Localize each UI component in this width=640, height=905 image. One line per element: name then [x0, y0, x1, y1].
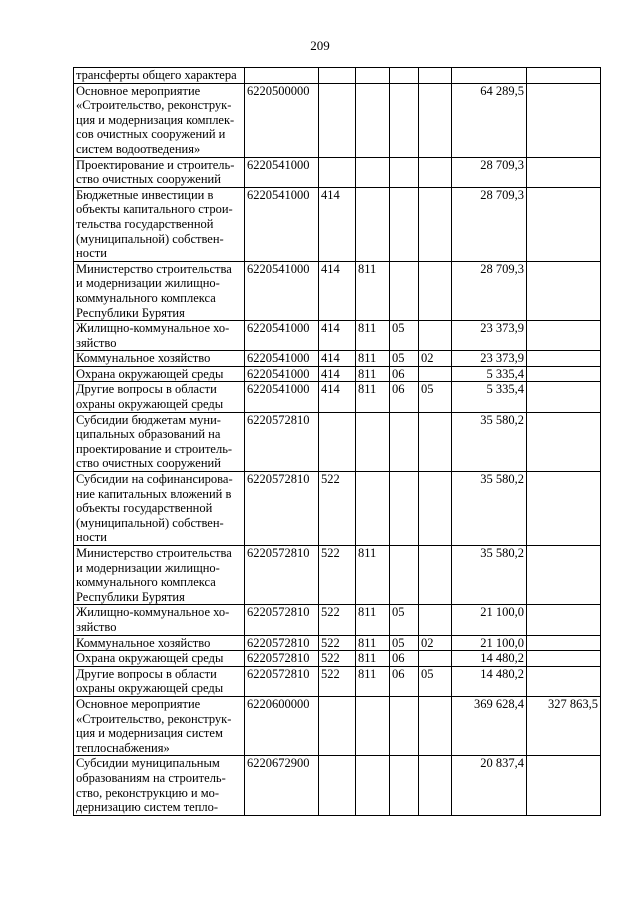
cell-amount-1: 35 580,2 — [452, 472, 527, 546]
cell-amount-2 — [527, 351, 601, 367]
cell-subsection-code — [419, 366, 452, 382]
cell-administrator-code — [356, 412, 390, 471]
cell-expense-type-code: 522 — [319, 666, 356, 696]
cell-subsection-code — [419, 187, 452, 261]
table-row — [74, 696, 601, 755]
cell-section-code — [390, 412, 419, 471]
cell-administrator-code — [356, 187, 390, 261]
cell-amount-2 — [527, 68, 601, 84]
cell-section-code: 05 — [390, 351, 419, 367]
cell-amount-1 — [452, 68, 527, 84]
cell-administrator-code: 811 — [356, 635, 390, 651]
cell-subsection-code — [419, 756, 452, 815]
cell-name: Министерство строительства и модернизации жилищно- коммунального комплекса Республики Бурятия — [74, 261, 245, 320]
cell-amount-2: 327 863,5 — [527, 696, 601, 755]
table-row — [74, 546, 601, 605]
cell-section-code — [390, 68, 419, 84]
cell-name: Субсидии бюджетам муни- ципальных образований на проектирование и строитель- ство очистных сооружений — [74, 412, 245, 471]
cell-target-article-code: 6220541000 — [245, 351, 319, 367]
cell-administrator-code — [356, 472, 390, 546]
cell-subsection-code — [419, 696, 452, 755]
cell-subsection-code — [419, 605, 452, 635]
cell-amount-2 — [527, 546, 601, 605]
cell-expense-type-code — [319, 157, 356, 187]
cell-expense-type-code — [319, 756, 356, 815]
cell-target-article-code: 6220572810 — [245, 666, 319, 696]
cell-amount-2 — [527, 261, 601, 320]
cell-target-article-code: 6220541000 — [245, 261, 319, 320]
cell-amount-1: 28 709,3 — [452, 187, 527, 261]
cell-section-code: 05 — [390, 635, 419, 651]
cell-target-article-code: 6220572810 — [245, 651, 319, 667]
table-row — [74, 605, 601, 635]
cell-section-code — [390, 546, 419, 605]
cell-amount-2 — [527, 366, 601, 382]
cell-subsection-code: 05 — [419, 382, 452, 412]
cell-expense-type-code: 522 — [319, 472, 356, 546]
cell-administrator-code: 811 — [356, 351, 390, 367]
cell-expense-type-code — [319, 83, 356, 157]
cell-subsection-code — [419, 68, 452, 84]
cell-name: Жилищно-коммунальное хо- зяйство — [74, 321, 245, 351]
table-row — [74, 666, 601, 696]
cell-target-article-code: 6220541000 — [245, 382, 319, 412]
cell-section-code — [390, 261, 419, 320]
cell-name: Министерство строительства и модернизации жилищно- коммунального комплекса Республики Бурятия — [74, 546, 245, 605]
cell-administrator-code: 811 — [356, 261, 390, 320]
cell-amount-1: 14 480,2 — [452, 666, 527, 696]
cell-administrator-code — [356, 83, 390, 157]
cell-section-code — [390, 157, 419, 187]
cell-subsection-code — [419, 546, 452, 605]
cell-target-article-code: 6220572810 — [245, 605, 319, 635]
cell-amount-1: 14 480,2 — [452, 651, 527, 667]
cell-administrator-code — [356, 157, 390, 187]
cell-target-article-code — [245, 68, 319, 84]
budget-table — [73, 67, 601, 816]
table-row — [74, 157, 601, 187]
table-row — [74, 412, 601, 471]
cell-administrator-code — [356, 68, 390, 84]
cell-expense-type-code: 414 — [319, 382, 356, 412]
cell-name: Другие вопросы в области охраны окружающей среды — [74, 666, 245, 696]
cell-amount-1: 369 628,4 — [452, 696, 527, 755]
cell-name: Жилищно-коммунальное хо- зяйство — [74, 605, 245, 635]
cell-amount-1: 28 709,3 — [452, 157, 527, 187]
cell-name: Субсидии муниципальным образованиям на строитель- ство, реконструкцию и мо- дернизацию систем тепло- — [74, 756, 245, 815]
cell-amount-1: 20 837,4 — [452, 756, 527, 815]
cell-expense-type-code — [319, 412, 356, 471]
cell-expense-type-code: 414 — [319, 187, 356, 261]
cell-administrator-code: 811 — [356, 382, 390, 412]
cell-amount-1: 21 100,0 — [452, 635, 527, 651]
table-row — [74, 261, 601, 320]
cell-expense-type-code: 414 — [319, 351, 356, 367]
cell-expense-type-code — [319, 696, 356, 755]
table-row — [74, 83, 601, 157]
cell-subsection-code: 02 — [419, 351, 452, 367]
cell-amount-1: 23 373,9 — [452, 321, 527, 351]
cell-expense-type-code: 522 — [319, 605, 356, 635]
cell-subsection-code — [419, 261, 452, 320]
cell-section-code: 06 — [390, 651, 419, 667]
cell-section-code: 06 — [390, 666, 419, 696]
cell-section-code — [390, 696, 419, 755]
table-row — [74, 382, 601, 412]
cell-amount-2 — [527, 635, 601, 651]
cell-administrator-code: 811 — [356, 546, 390, 605]
table-row — [74, 187, 601, 261]
cell-expense-type-code: 414 — [319, 366, 356, 382]
cell-name: Бюджетные инвестиции в объекты капитального строи- тельства государственной (муниципальной) собствен- ности — [74, 187, 245, 261]
table-row — [74, 351, 601, 367]
cell-subsection-code: 02 — [419, 635, 452, 651]
cell-section-code: 06 — [390, 382, 419, 412]
cell-amount-2 — [527, 472, 601, 546]
table-row — [74, 756, 601, 815]
cell-section-code — [390, 756, 419, 815]
cell-name: Основное мероприятие «Строительство, реконструк- ция и модернизация комплек- сов очистных сооружений и систем водоотведения» — [74, 83, 245, 157]
cell-name: Коммунальное хозяйство — [74, 351, 245, 367]
table-row — [74, 635, 601, 651]
cell-expense-type-code: 522 — [319, 651, 356, 667]
cell-section-code — [390, 83, 419, 157]
cell-administrator-code: 811 — [356, 651, 390, 667]
cell-target-article-code: 6220572810 — [245, 412, 319, 471]
cell-name: Основное мероприятие «Строительство, реконструк- ция и модернизация систем теплоснабжения» — [74, 696, 245, 755]
cell-amount-2 — [527, 412, 601, 471]
cell-administrator-code: 811 — [356, 366, 390, 382]
table-row — [74, 68, 601, 84]
cell-administrator-code: 811 — [356, 321, 390, 351]
cell-administrator-code: 811 — [356, 666, 390, 696]
table-row — [74, 472, 601, 546]
cell-administrator-code — [356, 696, 390, 755]
cell-expense-type-code: 414 — [319, 261, 356, 320]
cell-expense-type-code — [319, 68, 356, 84]
cell-expense-type-code: 522 — [319, 546, 356, 605]
table-row — [74, 321, 601, 351]
cell-name: Охрана окружающей среды — [74, 651, 245, 667]
cell-section-code — [390, 187, 419, 261]
cell-name: трансферты общего характера — [74, 68, 245, 84]
cell-expense-type-code: 522 — [319, 635, 356, 651]
cell-section-code: 05 — [390, 321, 419, 351]
cell-amount-1: 28 709,3 — [452, 261, 527, 320]
cell-target-article-code: 6220541000 — [245, 321, 319, 351]
cell-target-article-code: 6220541000 — [245, 366, 319, 382]
cell-target-article-code: 6220500000 — [245, 83, 319, 157]
cell-amount-2 — [527, 605, 601, 635]
cell-name: Проектирование и строитель- ство очистных сооружений — [74, 157, 245, 187]
cell-subsection-code — [419, 321, 452, 351]
cell-amount-2 — [527, 157, 601, 187]
cell-amount-2 — [527, 382, 601, 412]
cell-amount-1: 23 373,9 — [452, 351, 527, 367]
cell-amount-1: 35 580,2 — [452, 412, 527, 471]
cell-name: Субсидии на софинансирова- ние капитальных вложений в объекты государственной (муниципальной) собствен- ности — [74, 472, 245, 546]
cell-subsection-code — [419, 157, 452, 187]
cell-section-code: 05 — [390, 605, 419, 635]
cell-amount-1: 64 289,5 — [452, 83, 527, 157]
cell-amount-1: 35 580,2 — [452, 546, 527, 605]
cell-amount-2 — [527, 651, 601, 667]
table-row — [74, 651, 601, 667]
cell-expense-type-code: 414 — [319, 321, 356, 351]
cell-amount-2 — [527, 666, 601, 696]
cell-target-article-code: 6220572810 — [245, 546, 319, 605]
cell-subsection-code: 05 — [419, 666, 452, 696]
cell-name: Коммунальное хозяйство — [74, 635, 245, 651]
cell-name: Охрана окружающей среды — [74, 366, 245, 382]
cell-amount-2 — [527, 321, 601, 351]
cell-target-article-code: 6220572810 — [245, 472, 319, 546]
cell-section-code: 06 — [390, 366, 419, 382]
cell-administrator-code — [356, 756, 390, 815]
table-row — [74, 366, 601, 382]
cell-name: Другие вопросы в области охраны окружающей среды — [74, 382, 245, 412]
cell-subsection-code — [419, 651, 452, 667]
cell-target-article-code: 6220541000 — [245, 187, 319, 261]
page-number: 209 — [310, 38, 330, 53]
cell-amount-2 — [527, 187, 601, 261]
cell-amount-2 — [527, 83, 601, 157]
cell-amount-1: 5 335,4 — [452, 382, 527, 412]
cell-target-article-code: 6220672900 — [245, 756, 319, 815]
cell-subsection-code — [419, 472, 452, 546]
cell-amount-2 — [527, 756, 601, 815]
cell-section-code — [390, 472, 419, 546]
cell-subsection-code — [419, 83, 452, 157]
cell-target-article-code: 6220541000 — [245, 157, 319, 187]
cell-administrator-code: 811 — [356, 605, 390, 635]
cell-target-article-code: 6220600000 — [245, 696, 319, 755]
cell-amount-1: 21 100,0 — [452, 605, 527, 635]
cell-amount-1: 5 335,4 — [452, 366, 527, 382]
cell-target-article-code: 6220572810 — [245, 635, 319, 651]
cell-subsection-code — [419, 412, 452, 471]
